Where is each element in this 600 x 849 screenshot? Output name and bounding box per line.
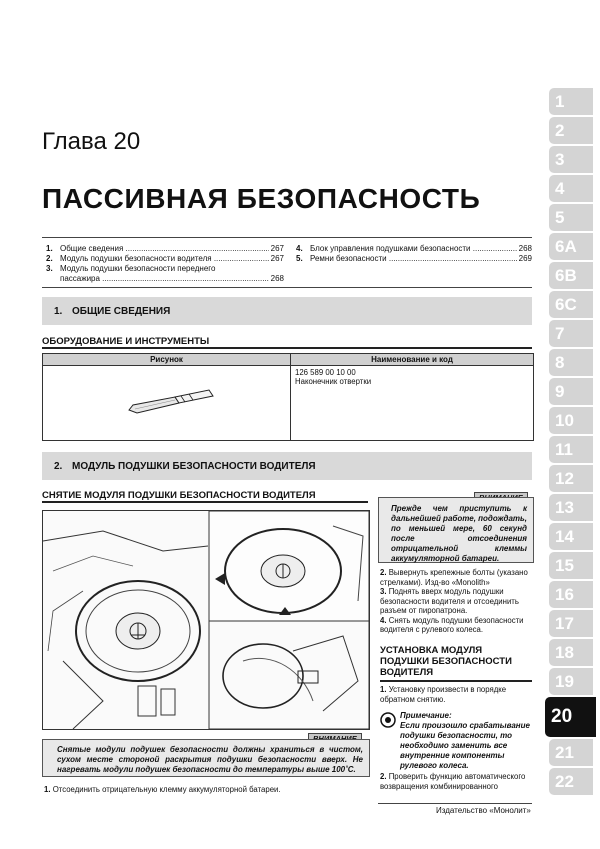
tab-21[interactable]: 21 xyxy=(549,739,593,766)
install-step-2: 2. Проверить функцию автоматического возвращения комбинированного xyxy=(380,772,526,791)
warning-text-right: Прежде чем приступить к дальнейшей работе, подождать, по меньшей мере, 60 секунд после отсоединения отрицательной клеммы аккумуляторной батареи. xyxy=(391,504,528,563)
tab-1[interactable]: 1 xyxy=(549,88,593,115)
tab-13[interactable]: 13 xyxy=(549,494,593,521)
step-3: 3. Поднять вверх модуль подушки безопасности водителя и отсоединить разъем от пиропатрона. xyxy=(380,587,519,615)
publisher-footer: Издательство «Монолит» xyxy=(436,806,531,815)
section-2-band xyxy=(42,452,532,480)
heading-rule xyxy=(42,501,368,503)
table-col-divider xyxy=(290,365,291,440)
warning-text-bottom: Снятые модули подушек безопасности должны храниться в чистом, сухом месте стороной раскрытия подушки безопасности вверх. Не нагревать модули подушек безопасности до температуры выше 100˚С. xyxy=(57,745,363,774)
tab-7[interactable]: 7 xyxy=(549,320,593,347)
section-number: 1. xyxy=(54,305,63,317)
screwdriver-bit-illustration xyxy=(123,384,223,424)
tab-3[interactable]: 3 xyxy=(549,146,593,173)
tab-6b[interactable]: 6B xyxy=(549,262,593,289)
tab-16[interactable]: 16 xyxy=(549,581,593,608)
section-number: 2. xyxy=(54,460,63,472)
tab-17[interactable]: 17 xyxy=(549,610,593,637)
section-title: МОДУЛЬ ПОДУШКИ БЕЗОПАСНОСТИ ВОДИТЕЛЯ xyxy=(72,460,316,472)
toc-item[interactable]: 5. Ремни безопасности ..... 269 xyxy=(296,254,532,264)
tools-table xyxy=(42,353,534,441)
tool-name: Наконечник отвертки xyxy=(295,377,372,386)
steering-wheel-illustration xyxy=(42,510,370,730)
warning-box-bottom xyxy=(42,739,370,777)
tab-2[interactable]: 2 xyxy=(549,117,593,144)
tab-9[interactable]: 9 xyxy=(549,378,593,405)
removal-step-1: 1. Отсоединить отрицательную клемму аккумуляторной батареи. xyxy=(44,785,281,794)
tab-14[interactable]: 14 xyxy=(549,523,593,550)
tab-19[interactable]: 19 xyxy=(549,668,593,695)
note-text: Если произошло срабатывание подушки безопасности, то необходимо заменить все внутренние компоненты рулевого колеса. xyxy=(400,721,530,770)
tab-11[interactable]: 11 xyxy=(549,436,593,463)
tab-20-active[interactable]: 20 xyxy=(545,697,596,737)
tab-10[interactable]: 10 xyxy=(549,407,593,434)
footer-rule xyxy=(378,803,532,804)
removal-heading: СНЯТИЕ МОДУЛЯ ПОДУШКИ БЕЗОПАСНОСТИ ВОДИТЕЛЯ xyxy=(42,490,316,501)
heading-rule xyxy=(42,347,532,349)
note-icon xyxy=(380,712,396,728)
step-2: 2. Вывернуть крепежные болты (указано стрелками). Изд-во «Monolith» xyxy=(380,568,528,587)
toc-item[interactable]: пассажира ..... 268 xyxy=(46,274,284,284)
tool-code: 126 589 00 10 00 xyxy=(295,368,356,377)
chapter-number: Глава 20 xyxy=(42,128,141,155)
tab-18[interactable]: 18 xyxy=(549,639,593,666)
illustration-drawing xyxy=(43,511,369,729)
tab-22[interactable]: 22 xyxy=(549,768,593,795)
toc-right xyxy=(296,244,532,264)
steps-right xyxy=(380,568,532,635)
install-heading: УСТАНОВКА МОДУЛЯ ПОДУШКИ БЕЗОПАСНОСТИ ВОДИТЕЛЯ xyxy=(380,645,512,678)
tab-6c[interactable]: 6C xyxy=(549,291,593,318)
tab-12[interactable]: 12 xyxy=(549,465,593,492)
warning-box-right xyxy=(378,497,534,563)
toc-left xyxy=(46,244,284,284)
tab-8[interactable]: 8 xyxy=(549,349,593,376)
tab-15[interactable]: 15 xyxy=(549,552,593,579)
toc-bottom-rule xyxy=(42,287,532,288)
toc-item[interactable]: 4. Блок управления подушками безопасности ..... 268 xyxy=(296,244,532,254)
table-header-picture: Рисунок xyxy=(43,354,291,365)
chapter-title: ПАССИВНАЯ БЕЗОПАСНОСТЬ xyxy=(42,183,481,214)
tools-heading: ОБОРУДОВАНИЕ И ИНСТРУМЕНТЫ xyxy=(42,336,210,347)
toc-item[interactable]: 1. Общие сведения ..... 267 xyxy=(46,244,284,254)
note-block xyxy=(400,711,532,771)
tab-4[interactable]: 4 xyxy=(549,175,593,202)
tab-5[interactable]: 5 xyxy=(549,204,593,231)
table-header-name: Наименование и код xyxy=(291,354,533,365)
toc-top-rule xyxy=(42,237,532,238)
note-label: Примечание: xyxy=(400,711,452,720)
install-step-1: 1. Установку произвести в порядке обратном снятию. xyxy=(380,685,507,704)
section-1-band xyxy=(42,297,532,325)
table-divider xyxy=(43,365,533,366)
toc-item[interactable]: 3. Модуль подушки безопасности переднего xyxy=(46,264,216,273)
tab-6a[interactable]: 6A xyxy=(549,233,593,260)
toc-item[interactable]: 2. Модуль подушки безопасности водителя ..... 267 xyxy=(46,254,284,264)
step-4: 4. Снять модуль подушки безопасности водителя с рулевого колеса. xyxy=(380,615,524,634)
heading-rule xyxy=(380,680,532,682)
section-title: ОБЩИЕ СВЕДЕНИЯ xyxy=(72,305,171,317)
